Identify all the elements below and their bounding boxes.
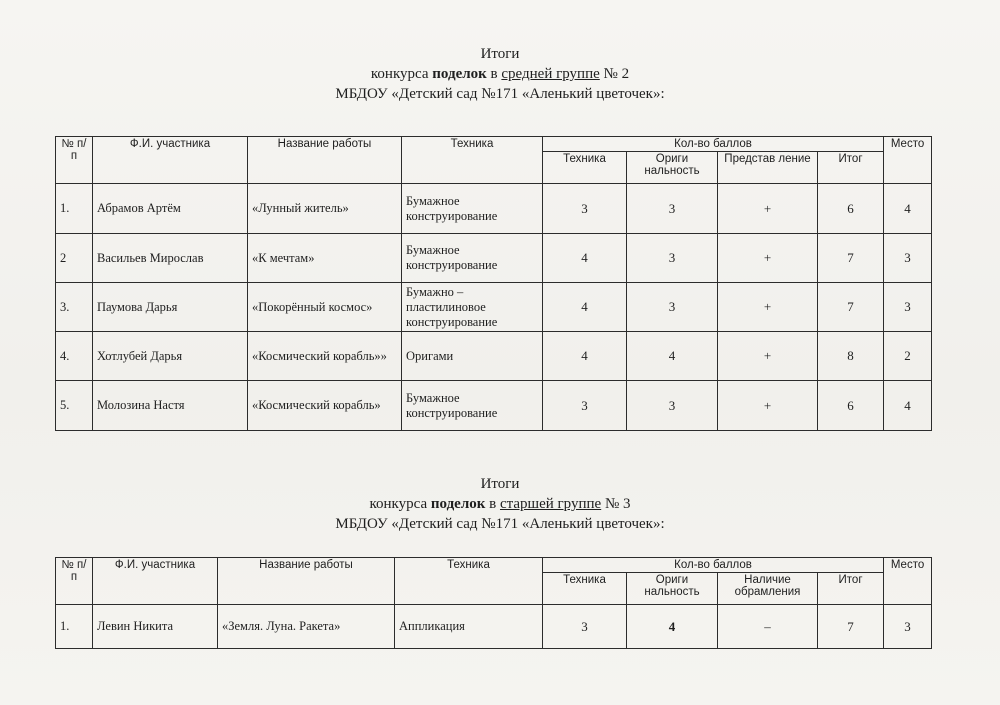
header-place: Место [884, 558, 932, 605]
cell-place: 3 [884, 605, 932, 649]
cell-work: «Космический корабль» [248, 381, 402, 431]
table-row [56, 605, 932, 649]
cell-work: «Земля. Луна. Ракета» [218, 605, 395, 649]
header-scores: Кол-во баллов [543, 137, 884, 152]
cell-place: 3 [884, 283, 932, 332]
cell-technique: Бумажное конструирование [402, 234, 543, 283]
cell-total: 6 [818, 381, 884, 431]
cell-num: 1. [56, 605, 93, 649]
cell-presentation: + [718, 381, 818, 431]
subtitle-bold: поделок [430, 496, 486, 512]
header-work: Название работы [248, 137, 402, 184]
cell-num: 1. [56, 184, 93, 234]
cell-original: 3 [627, 381, 718, 431]
section1-subtitle [0, 64, 1000, 84]
subheader-framing: Наличие обрамления [718, 573, 818, 605]
section1-title: Итоги [480, 46, 520, 62]
cell-name: Васильев Мирослав [93, 234, 248, 283]
header-name: Ф.И. участника [93, 558, 218, 605]
header-num: № п/п [56, 137, 93, 184]
cell-original: 3 [627, 184, 718, 234]
cell-place: 4 [884, 184, 932, 234]
cell-original: 3 [627, 234, 718, 283]
cell-place: 2 [884, 332, 932, 381]
cell-name: Хотлубей Дарья [93, 332, 248, 381]
cell-place: 3 [884, 234, 932, 283]
cell-technique: Бумажное конструирование [402, 381, 543, 431]
results-table-middle-group [55, 136, 932, 431]
cell-name: Молозина Настя [93, 381, 248, 431]
cell-total: 8 [818, 332, 884, 381]
subtitle-group: средней группе [501, 66, 600, 82]
subheader-technique: Техника [543, 573, 627, 605]
subtitle-group: старшей группе [499, 496, 602, 512]
header-work: Название работы [218, 558, 395, 605]
cell-original: 4 [627, 605, 718, 649]
cell-tech-score: 3 [543, 605, 627, 649]
section2-org: МБДОУ «Детский сад №171 «Аленький цветочек»: [335, 516, 665, 532]
header-name: Ф.И. участника [93, 137, 248, 184]
cell-framing: – [718, 605, 818, 649]
section2-heading [0, 474, 1000, 534]
table-row [56, 332, 932, 381]
cell-presentation: + [718, 184, 818, 234]
cell-num: 2 [56, 234, 93, 283]
cell-work: «К мечтам» [248, 234, 402, 283]
results-table-senior-group [55, 557, 932, 649]
cell-original: 4 [627, 332, 718, 381]
cell-num: 3. [56, 283, 93, 332]
subheader-total: Итог [818, 152, 884, 184]
cell-technique: Аппликация [395, 605, 543, 649]
cell-place: 4 [884, 381, 932, 431]
cell-presentation: + [718, 332, 818, 381]
subheader-technique: Техника [543, 152, 627, 184]
cell-technique: Бумажно – пластилиновое конструирование [402, 283, 543, 332]
subheader-original: Ориги нальность [627, 573, 718, 605]
header-place: Место [884, 137, 932, 184]
cell-total: 7 [818, 605, 884, 649]
subtitle-post: № 2 [599, 66, 630, 82]
table-row [56, 234, 932, 283]
cell-presentation: + [718, 283, 818, 332]
header-scores: Кол-во баллов [543, 558, 884, 573]
header-technique: Техника [402, 137, 543, 184]
subtitle-post: № 3 [601, 496, 631, 512]
cell-total: 6 [818, 184, 884, 234]
cell-work: «Покорённый космос» [248, 283, 402, 332]
cell-presentation: + [718, 234, 818, 283]
cell-work: «Лунный житель» [248, 184, 402, 234]
cell-name: Абрамов Артём [93, 184, 248, 234]
header-technique: Техника [395, 558, 543, 605]
cell-name: Паумова Дарья [93, 283, 248, 332]
section1-org: МБДОУ «Детский сад №171 «Аленький цветочек»: [335, 86, 665, 102]
subheader-original: Ориги нальность [627, 152, 718, 184]
cell-tech-score: 4 [543, 283, 627, 332]
cell-technique: Бумажное конструирование [402, 184, 543, 234]
subtitle-bold: поделок [432, 66, 487, 82]
subtitle-mid: в [486, 66, 502, 82]
cell-num: 4. [56, 332, 93, 381]
cell-num: 5. [56, 381, 93, 431]
cell-tech-score: 3 [543, 381, 627, 431]
subtitle-pre: конкурса [369, 496, 431, 512]
section2-subtitle [0, 494, 1000, 514]
table-row [56, 184, 932, 234]
cell-technique: Оригами [402, 332, 543, 381]
cell-tech-score: 4 [543, 332, 627, 381]
header-num: № п/п [56, 558, 93, 605]
subtitle-pre: конкурса [370, 66, 433, 82]
cell-tech-score: 3 [543, 184, 627, 234]
cell-work: «Космический корабль»» [248, 332, 402, 381]
cell-total: 7 [818, 234, 884, 283]
subtitle-mid: в [485, 496, 500, 512]
cell-total: 7 [818, 283, 884, 332]
table-row [56, 381, 932, 431]
section1-heading [0, 44, 1000, 104]
subheader-total: Итог [818, 573, 884, 605]
cell-tech-score: 4 [543, 234, 627, 283]
table-row [56, 283, 932, 332]
subheader-presentation: Представ ление [718, 152, 818, 184]
cell-name: Левин Никита [93, 605, 218, 649]
cell-original: 3 [627, 283, 718, 332]
section2-title: Итоги [480, 476, 520, 492]
